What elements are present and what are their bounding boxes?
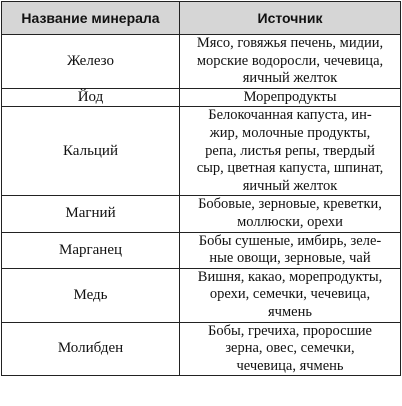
source-line: Морепродукты	[243, 88, 337, 105]
mineral-source	[180, 35, 401, 89]
mineral-source	[180, 196, 401, 232]
mineral-source	[180, 232, 401, 268]
mineral-name: Железо	[2, 35, 180, 89]
mineral-name: Кальций	[2, 107, 180, 196]
source-line: ные овощи, зерновые, чай	[209, 250, 371, 267]
header-source: Источник	[180, 2, 401, 35]
source-line: яичный желток	[242, 177, 338, 194]
source-line: жир, молочные продукты,	[209, 124, 371, 141]
mineral-source	[180, 322, 401, 376]
source-line: Белокочанная капуста, ин-	[208, 107, 372, 124]
table-row	[2, 88, 401, 107]
source-line: сыр, цветная капуста, шпинат,	[196, 160, 384, 177]
source-line: Бобовые, зерновые, креветки,	[198, 196, 382, 213]
source-line: морские водоросли, чечевица,	[196, 52, 384, 69]
table-row	[2, 196, 401, 232]
mineral-name: Марганец	[2, 232, 180, 268]
source-line: моллюски, орехи	[237, 213, 343, 230]
source-line: чечевица, ячмень	[236, 357, 344, 374]
header-row	[2, 2, 401, 35]
mineral-source	[180, 88, 401, 107]
header-mineral: Название минерала	[2, 2, 180, 35]
source-line: яичный желток	[242, 70, 338, 87]
source-line: ячмень	[268, 303, 312, 320]
table-row	[2, 322, 401, 376]
source-line: репа, листья репы, твердый	[205, 142, 375, 159]
mineral-source	[180, 268, 401, 322]
table-row	[2, 35, 401, 89]
source-line: Мясо, говяжья печень, мидии,	[196, 35, 384, 51]
mineral-name: Магний	[2, 196, 180, 232]
mineral-name: Медь	[2, 268, 180, 322]
table-row	[2, 232, 401, 268]
source-line: Бобы, гречиха, проросшие	[208, 322, 372, 339]
source-line: зерна, овес, семечки,	[225, 340, 355, 357]
source-line: Бобы сушеные, имбирь, зеле-	[198, 232, 382, 249]
source-line: Вишня, какао, морепродукты,	[197, 268, 383, 285]
mineral-name: Йод	[2, 88, 180, 107]
mineral-name: Молибден	[2, 322, 180, 376]
source-line: орехи, семечки, чечевица,	[209, 286, 371, 303]
table-row	[2, 107, 401, 196]
table-row	[2, 268, 401, 322]
minerals-table	[1, 1, 401, 376]
mineral-source	[180, 107, 401, 196]
